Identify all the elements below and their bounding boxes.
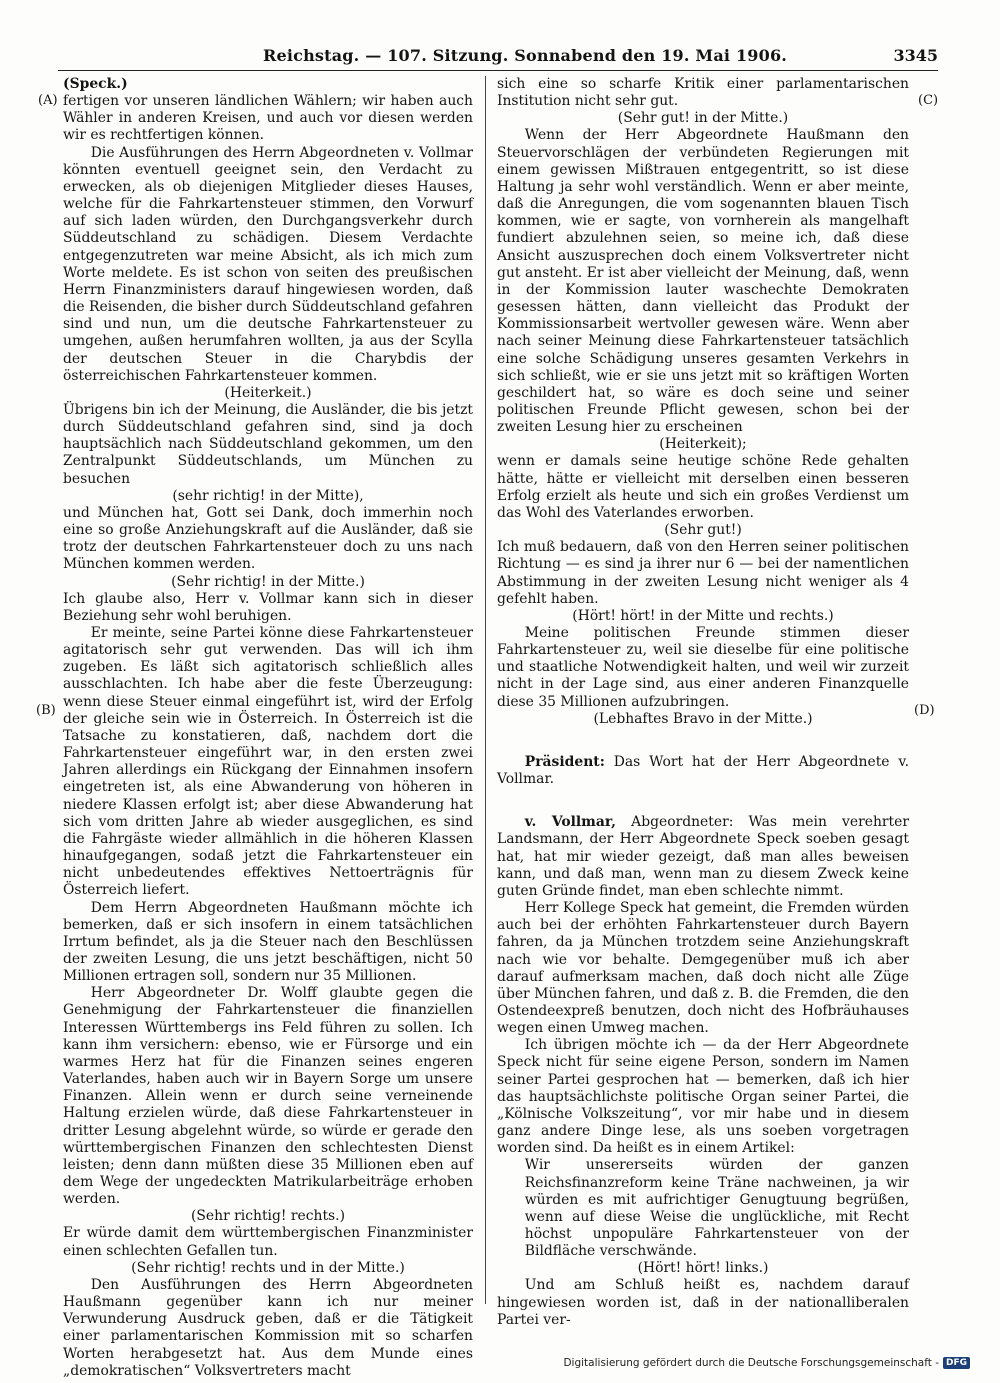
paragraph: und München hat, Gott sei Dank, doch immerhin noch eine so große Anziehungskraft auf die Ausländer, daß sie trotz der deutschen Fahrkartensteuer doch zu uns nach München kommen werden.: [63, 504, 473, 573]
dfg-logo: DFG: [943, 1357, 970, 1369]
margin-marker-c: (C): [918, 93, 939, 108]
paragraph: fertigen vor unseren ländlichen Wählern; wir haben auch Wähler in anderen Kreisen, und auch vor diesen werden wir es rechtfertigen können.: [63, 93, 473, 144]
paragraph: Er würde damit dem württembergischen Finanzminister einen schlechten Gefallen tun.: [63, 1225, 473, 1259]
paragraph: Ich glaube also, Herr v. Vollmar kann sich in dieser Beziehung sehr wohl beruhigen.: [63, 590, 473, 624]
interjection: (Heiterkeit.): [224, 384, 312, 401]
statement-text: Das Wort hat der Herr Abgeordnete v. Vollmar.: [497, 753, 909, 788]
paragraph: wenn er damals seine heutige schöne Rede gehalten hätte, hätte er vielleicht mit derselben einen besseren Erfolg erzielt als heute und sich ein großes Verdienst um das Wohl des Vaterlandes erworben.: [497, 453, 909, 521]
paragraph: Herr Abgeordneter Dr. Wolff glaubte gegen die Genehmigung der Fahrkartensteuer die finanziellen Interessen Württembergs ins Feld führen zu sollen. Ich kann ihm versichern: ebenso, wie er Fürsorge und ein warmes Herz hat für die Finanzen seines engeren Vaterlandes, haben auch wir in Bayern Sorge um unsere Finanzen. Allein wenn er durch seine verneinende Haltung erzielen würde, daß diese Fahrkartensteuer in dritter Lesung abgelehnt würde, so würde er gerade den württembergischen Finanzen den schlechtesten Dienst leisten; denn dann müßten diese 35 Millionen eben auf dem Wege der ungedeckten Matrikularbeiträge erhoben werden.: [63, 985, 473, 1208]
margin-marker-a: (A): [38, 93, 58, 108]
header-title: Reichstag. — 107. Sitzung. Sonnabend den 19. Mai 1906.: [263, 46, 788, 65]
president-statement: [497, 754, 909, 788]
paragraph: sich eine so scharfe Kritik einer parlamentarischen Institution nicht sehr gut.: [497, 76, 909, 110]
interjection: (Hört! hört! in der Mitte und rechts.): [572, 607, 834, 624]
page-number: 3345: [893, 46, 938, 65]
speaker-label: v. Vollmar,: [524, 814, 617, 831]
margin-marker-b: (B): [36, 703, 56, 718]
interjection: (Lebhaftes Bravo in der Mitte.): [593, 710, 813, 727]
margin-marker-d: (D): [914, 703, 935, 718]
paragraph: Übrigens bin ich der Meinung, die Ausländer, die bis jetzt durch Süddeutschland gefahren sind, sind ja doch hauptsächlich nach Süddeutschland gekommen, um den Zentralpunkt Süddeutschlands, um München zu besuchen: [63, 401, 473, 487]
footer: [563, 1357, 970, 1369]
speaker-label: Präsident:: [524, 753, 605, 770]
paragraph: Herr Kollege Speck hat gemeint, die Fremden würden auch bei der erhöhten Fahrkartensteuer durch Bayern fahren, da ja München trotzdem seine Anziehungskraft nach wie vor behalte. Demgegenüber muß ich aber darauf aufmerksam machen, daß doch nicht alle Züge über München fahren, und daß z. B. die Fremden, die den Ostendeexpreß benutzen, doch nicht des Hofbräuhauses wegen einen Umweg machen.: [497, 900, 909, 1037]
paragraph: Den Ausführungen des Herrn Abgeordneten Haußmann gegenüber kann ich nur meiner Verwunderung Ausdruck geben, daß er die Tätigkeit einer parlamentarischen Kommission mit so scharfen Worten herabgesetzt hat. Aus dem Munde eines „demokratischen“ Volksvertreters macht: [63, 1276, 473, 1379]
statement-text: Abgeordneter: Was mein verehrter Landsmann, der Herr Abgeordnete Speck soeben gesagt hat, hat mir wieder gezeigt, daß man alles beweisen kann, und daß man, wenn man zu diesem Zweck keine guten Gründe findet, man eben schlechte nimmt.: [497, 814, 910, 899]
paragraph: Ich muß bedauern, daß von den Herren seiner politischen Richtung — es sind ja ihrer nur 6 — bei der namentlichen Abstimmung in der zweiten Lesung nicht weniger als 4 gefehlt haben.: [497, 539, 909, 607]
left-column: [63, 76, 473, 1380]
vollmar-speech-start: [497, 814, 909, 900]
interjection: (Hört! hört! links.): [637, 1260, 769, 1277]
paragraph: Meine politischen Freunde stimmen dieser Fahrkartensteuer zu, weil sie dieselbe für eine politische und staatliche Notwendigkeit halten, und weil wir zurzeit nicht in der Lage sind, aus einer anderen Finanzquelle diese 35 Millionen aufzubringen.: [497, 625, 909, 710]
footer-text: Digitalisierung gefördert durch die Deutsche Forschungsgemeinschaft -: [563, 1357, 939, 1369]
interjection: (Sehr gut! in der Mitte.): [617, 110, 789, 127]
column-divider: [485, 76, 486, 1304]
page-header: [58, 44, 938, 71]
quotation: Wir unsererseits würden der ganzen Reichsfinanzreform keine Träne nachweinen, ja wir würden es mit aufrichtiger Genugtuung begrüßen, wenn auf diese Weise die unglückliche, mit Recht höchst unpopuläre Fahrkartensteuer von der Bildfläche verschwände.: [524, 1157, 909, 1260]
paragraph: Er meinte, seine Partei könne diese Fahrkartensteuer agitatorisch sehr gut verwenden. Das will ich ihm zugeben. Es läßt sich agitatorisch schließlich alles ausschlachten. Ich habe aber die feste Überzeugung: wenn diese Steuer einmal eingeführt ist, wird der Erfolg der gleiche sein wie in Österreich. In Österreich ist die Tatsache zu konstatieren, daß, nachdem dort die Fahrkartensteuer eingeführt war, in den ersten zwei Jahren allerdings ein Rückgang der Einnahmen insofern eingetreten ist, als eine Abwanderung von höheren in niedere Klassen erfolgt ist; aber diese Abwanderung hat sich vom dritten Jahre ab wieder ausgeglichen, es sind die Fahrgäste wieder allmählich in die höheren Klassen hinaufgegangen, sodaß jetzt die Fahrkartensteuer ein nicht unbedeutendes effektives Nettoerträgnis für Österreich liefert.: [63, 625, 473, 899]
paragraph: Ich übrigen möchte ich — da der Herr Abgeordnete Speck nicht für seine eigene Person, sondern im Namen seiner Partei gesprochen hat — bemerken, daß ich hier das hauptsächlichste politische Organ seiner Partei, die „Kölnische Volkszeitung“, vor mir habe und in diesem ganz andere Dinge lese, als uns soeben vorgetragen worden sind. Da heißt es in einem Artikel:: [497, 1037, 909, 1157]
interjection: (Sehr gut!): [664, 522, 742, 539]
interjection: (Sehr richtig! rechts und in der Mitte.): [131, 1259, 405, 1276]
interjection: (sehr richtig! in der Mitte),: [172, 487, 364, 504]
interjection: (Sehr richtig! in der Mitte.): [171, 573, 365, 590]
paragraph: Dem Herrn Abgeordneten Haußmann möchte ich bemerken, daß er sich insofern in einem tatsächlichen Irrtum befindet, als ja die Steuer nach den Beschlüssen der zweiten Lesung, die uns jetzt beschäftigen, nicht 50 Millionen ertragen soll, sondern nur 35 Millionen.: [63, 899, 473, 985]
right-column: [497, 76, 909, 1329]
paragraph: Wenn der Herr Abgeordnete Haußmann den Steuervorschlägen der verbündeten Regierungen mit einem gewissen Mißtrauen entgegentritt, so ist diese Haltung ja sehr wohl verständlich. Wenn er aber meinte, daß die Anregungen, die vom sogenannten blauen Tisch kommen, wie er sagte, von vornherein als mangelhaft fundiert abzulehnen seien, so meine ich, daß diese Ansicht auszusprechen doch einem Volksvertreter nicht gut ansteht. Er ist aber vielleicht der Meinung, daß, wenn in der Kommission lauter waschechte Demokraten gesessen hätten, dann vielleicht das Produkt der Kommissionsarbeit wertvoller gewesen wäre. Wenn aber nach seiner Meinung diese Fahrkartensteuer tatsächlich eine solche Schädigung unseres gesamten Verkehrs in sich schließt, wie er sie uns jetzt mit so kräftigen Worten geschildert hat, so wäre es doch seine und seiner politischen Freunde Pflicht gewesen, schon bei der zweiten Lesung hier zu erscheinen: [497, 127, 909, 436]
paragraph: Die Ausführungen des Herrn Abgeordneten v. Vollmar könnten eventuell geeignet sein, den Verdacht zu erwecken, als ob diejenigen Mitglieder dieses Hauses, welche für die Fahrkartensteuer stimmen, den Vorwurf auf sich laden würden, den Durchgangsverkehr durch Süddeutschland zu schädigen. Diesem Verdachte entgegenzutreten war meine Absicht, als ich mich zum Worte meldete. Es ist schon von seiten des preußischen Herrn Finanzministers darauf hingewiesen worden, daß die Reisenden, die bisher durch Süddeutschland gefahren sind und nun, um die deutsche Fahrkartensteuer zu umgehen, außen herumfahren wollten, ja aus der Scylla der deutschen Steuer in die Charybdis der österreichischen Fahrkartensteuer kommen.: [63, 144, 473, 384]
paragraph: Und am Schluß heißt es, nachdem darauf hingewiesen worden ist, daß in der nationalliberalen Partei ver-: [497, 1277, 909, 1328]
interjection: (Heiterkeit);: [659, 436, 747, 453]
interjection: (Sehr richtig! rechts.): [190, 1208, 345, 1225]
speaker-tag: (Speck.): [63, 76, 128, 92]
